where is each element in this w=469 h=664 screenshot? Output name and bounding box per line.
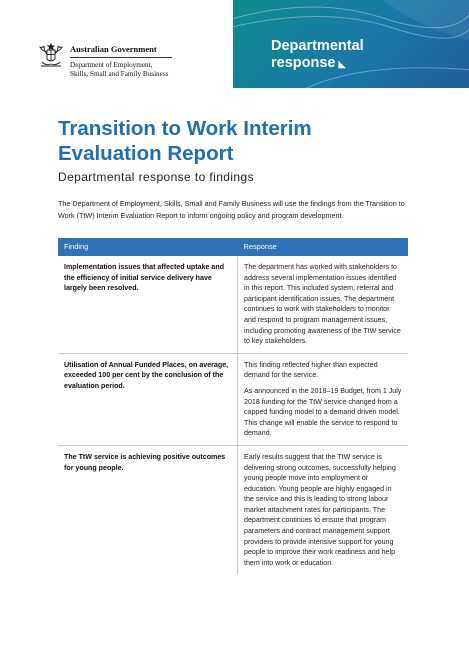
intro-paragraph: The Department of Employment, Skills, Small and Family Business will use the findings from the Transition to Work (TtW) Interim Evaluation Report to inform ongoing policy and program development. — [58, 199, 405, 221]
page-title: Transition to Work Interim Evaluation Report — [58, 117, 312, 165]
department-name-line1: Department of Employment, — [70, 61, 153, 69]
identity-divider — [70, 57, 172, 58]
finding-cell: The TtW service is achieving positive outcomes for young people. — [58, 445, 238, 574]
table-row — [58, 353, 408, 445]
page-subtitle: Departmental response to findings — [58, 170, 254, 184]
response-paragraph: Early results suggest that the TtW service is delivering strong outcomes, successfully helping young people move into employment or education. Young people are highly engaged in the service and this is leading to strong labour market attachment rates for participants. The department continues to ensure that program parameters and contract management support providers to provide intensive support for young people to improve their work readiness and help them into work or education. — [244, 452, 396, 567]
banner-title-text: Departmental response — [271, 38, 364, 71]
response-cell — [238, 353, 409, 445]
table-row — [58, 256, 408, 353]
coat-of-arms-icon — [38, 42, 64, 70]
response-paragraph: As announced in the 2018–19 Budget, from 1 July 2018 funding for the TtW service changed from a capped funding model to a demand driven model. This change will enable the service to respond to demand. — [244, 386, 402, 438]
response-cell — [238, 445, 409, 574]
finding-cell: Implementation issues that affected uptake and the efficiency of initial service delivery have largely been resolved. — [58, 256, 238, 353]
government-name: Australian Government — [70, 44, 157, 54]
banner-title — [271, 38, 421, 73]
finding-cell: Utilisation of Annual Funded Places, on average, exceeded 100 per cent by the conclusion of the evaluation period. — [58, 353, 238, 445]
response-paragraph: This finding reflected higher than expected demand for the service. — [244, 360, 378, 380]
response-cell — [238, 256, 409, 353]
column-header-response: Response — [238, 238, 409, 256]
findings-table — [58, 238, 408, 574]
response-paragraph: The department has worked with stakeholders to address several implementation issues identified in this report. This included system, referral and participant identification issues. The department continues to work with stakeholders to monitor and respond to program management issues, including promoting awareness of the TtW service to key stakeholders. — [244, 263, 401, 346]
corner-arrow-icon: ◣ — [338, 59, 346, 69]
department-name-line2: Skills, Small and Family Business — [70, 70, 169, 78]
table-row — [58, 445, 408, 574]
departmental-response-banner — [233, 0, 469, 88]
table-header-row — [58, 238, 408, 256]
column-header-finding: Finding — [58, 238, 238, 256]
government-identity — [70, 44, 172, 79]
